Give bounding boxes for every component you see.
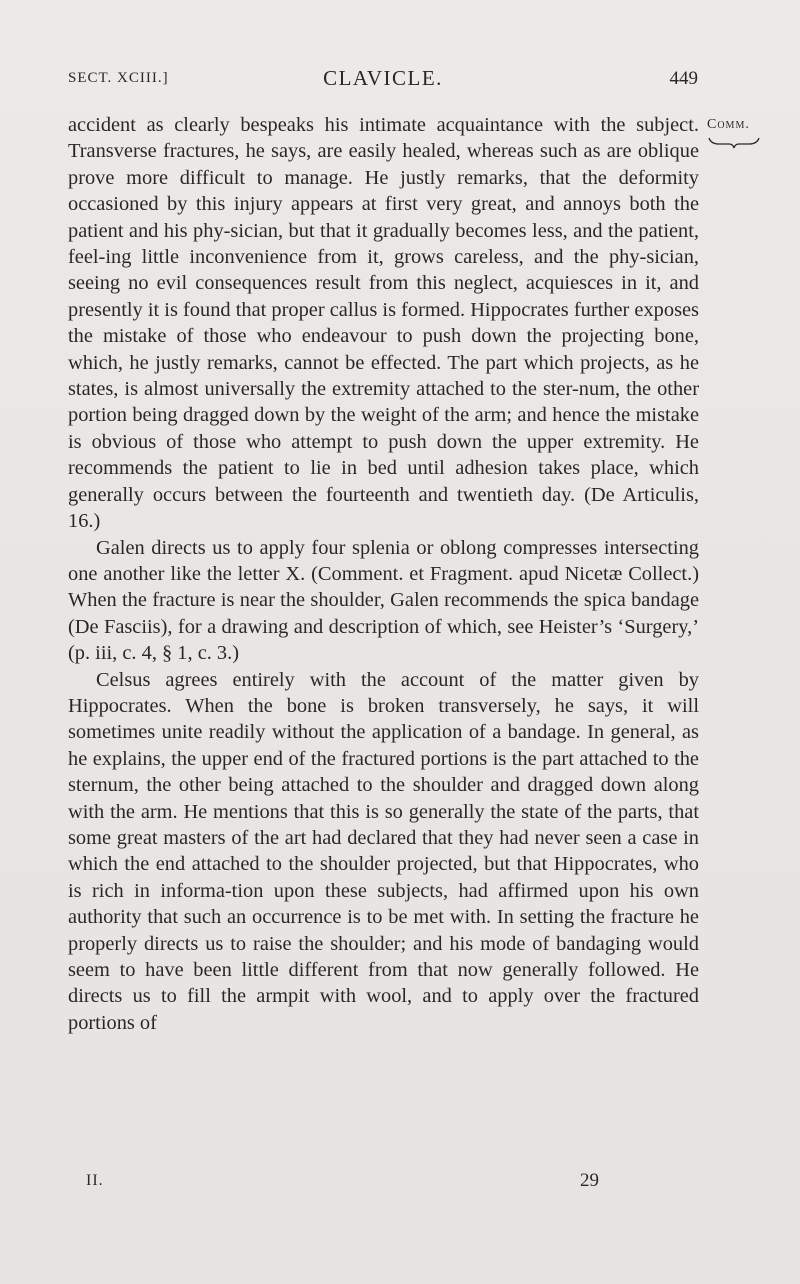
margin-note-label: Comm. [707, 117, 750, 132]
brace-icon [707, 135, 761, 149]
paragraph: Galen directs us to apply four splenia or oblong compresses intersecting one another like the letter X. (Comment. et Fragment. apud Nicetæ Collect.) When the fracture is near the shoulder, Galen recommends the spica bandage (De Fasciis), for a drawing and description of which, see Heister’s ‘Surgery,’ (p. iii, c. 4, § 1, c. 3.) [68, 536, 699, 665]
paragraph: Celsus agrees entirely with the account of the matter given by Hippocrates. When the bone is broken transversely, he says, it will sometimes unite readily without the application of a bandage. In general, as he explains, the upper end of the fractured portions is the part attached to the sternum, the other being attached to the shoulder and dragged down along with the arm. He mentions that this is so generally the state of the parts, that some great masters of the art had declared that they had never seen a case in which the end attached to the shoulder projected, but that Hippocrates, who is rich in informa-tion upon these subjects, had affirmed upon his own authority that such an occurrence is to be met with. In setting the fracture he properly directs us to raise the shoulder; and his mode of bandaging would seem to have been little different from that now generally followed. He directs us to fill the armpit with wool, and to apply over the fractured portions of [68, 668, 699, 1034]
page-footer [68, 1170, 698, 1194]
section-reference: SECT. XCIII.] [68, 70, 169, 86]
sheet-number: 29 [580, 1170, 599, 1191]
body-text [68, 112, 699, 1036]
page-number: 449 [669, 68, 698, 89]
paragraph: accident as clearly bespeaks his intimate acquaintance with the subject. Transverse fractures, he says, are easily healed, whereas such as are oblique prove more difficult to manage. He justly remarks, that the deformity occasioned by this injury appears at first very great, and annoys both the patient and his phy-sician, but that it gradually becomes less, and the patient, feel-ing little inconvenience from it, grows careless, and the phy-sician, seeing no evil consequences result from this neglect, acquiesces in it, and presently it is found that proper callus is formed. Hippocrates further exposes the mistake of those who endeavour to push down the projecting bone, which, he justly remarks, cannot be effected. The part which projects, as he states, is almost universally the extremity attached to the ster-num, the other portion being dragged down by the weight of the arm; and hence the mistake is obvious of those who attempt to push down the upper extremity. He recommends the patient to lie in bed until adhesion takes place, which generally occurs between the fourteenth and twentieth day. (De Articulis, 16.) [68, 114, 699, 533]
page-title: CLAVICLE. [323, 66, 443, 90]
signature-mark: II. [86, 1172, 104, 1189]
margin-note [707, 117, 767, 149]
running-head [68, 66, 698, 92]
